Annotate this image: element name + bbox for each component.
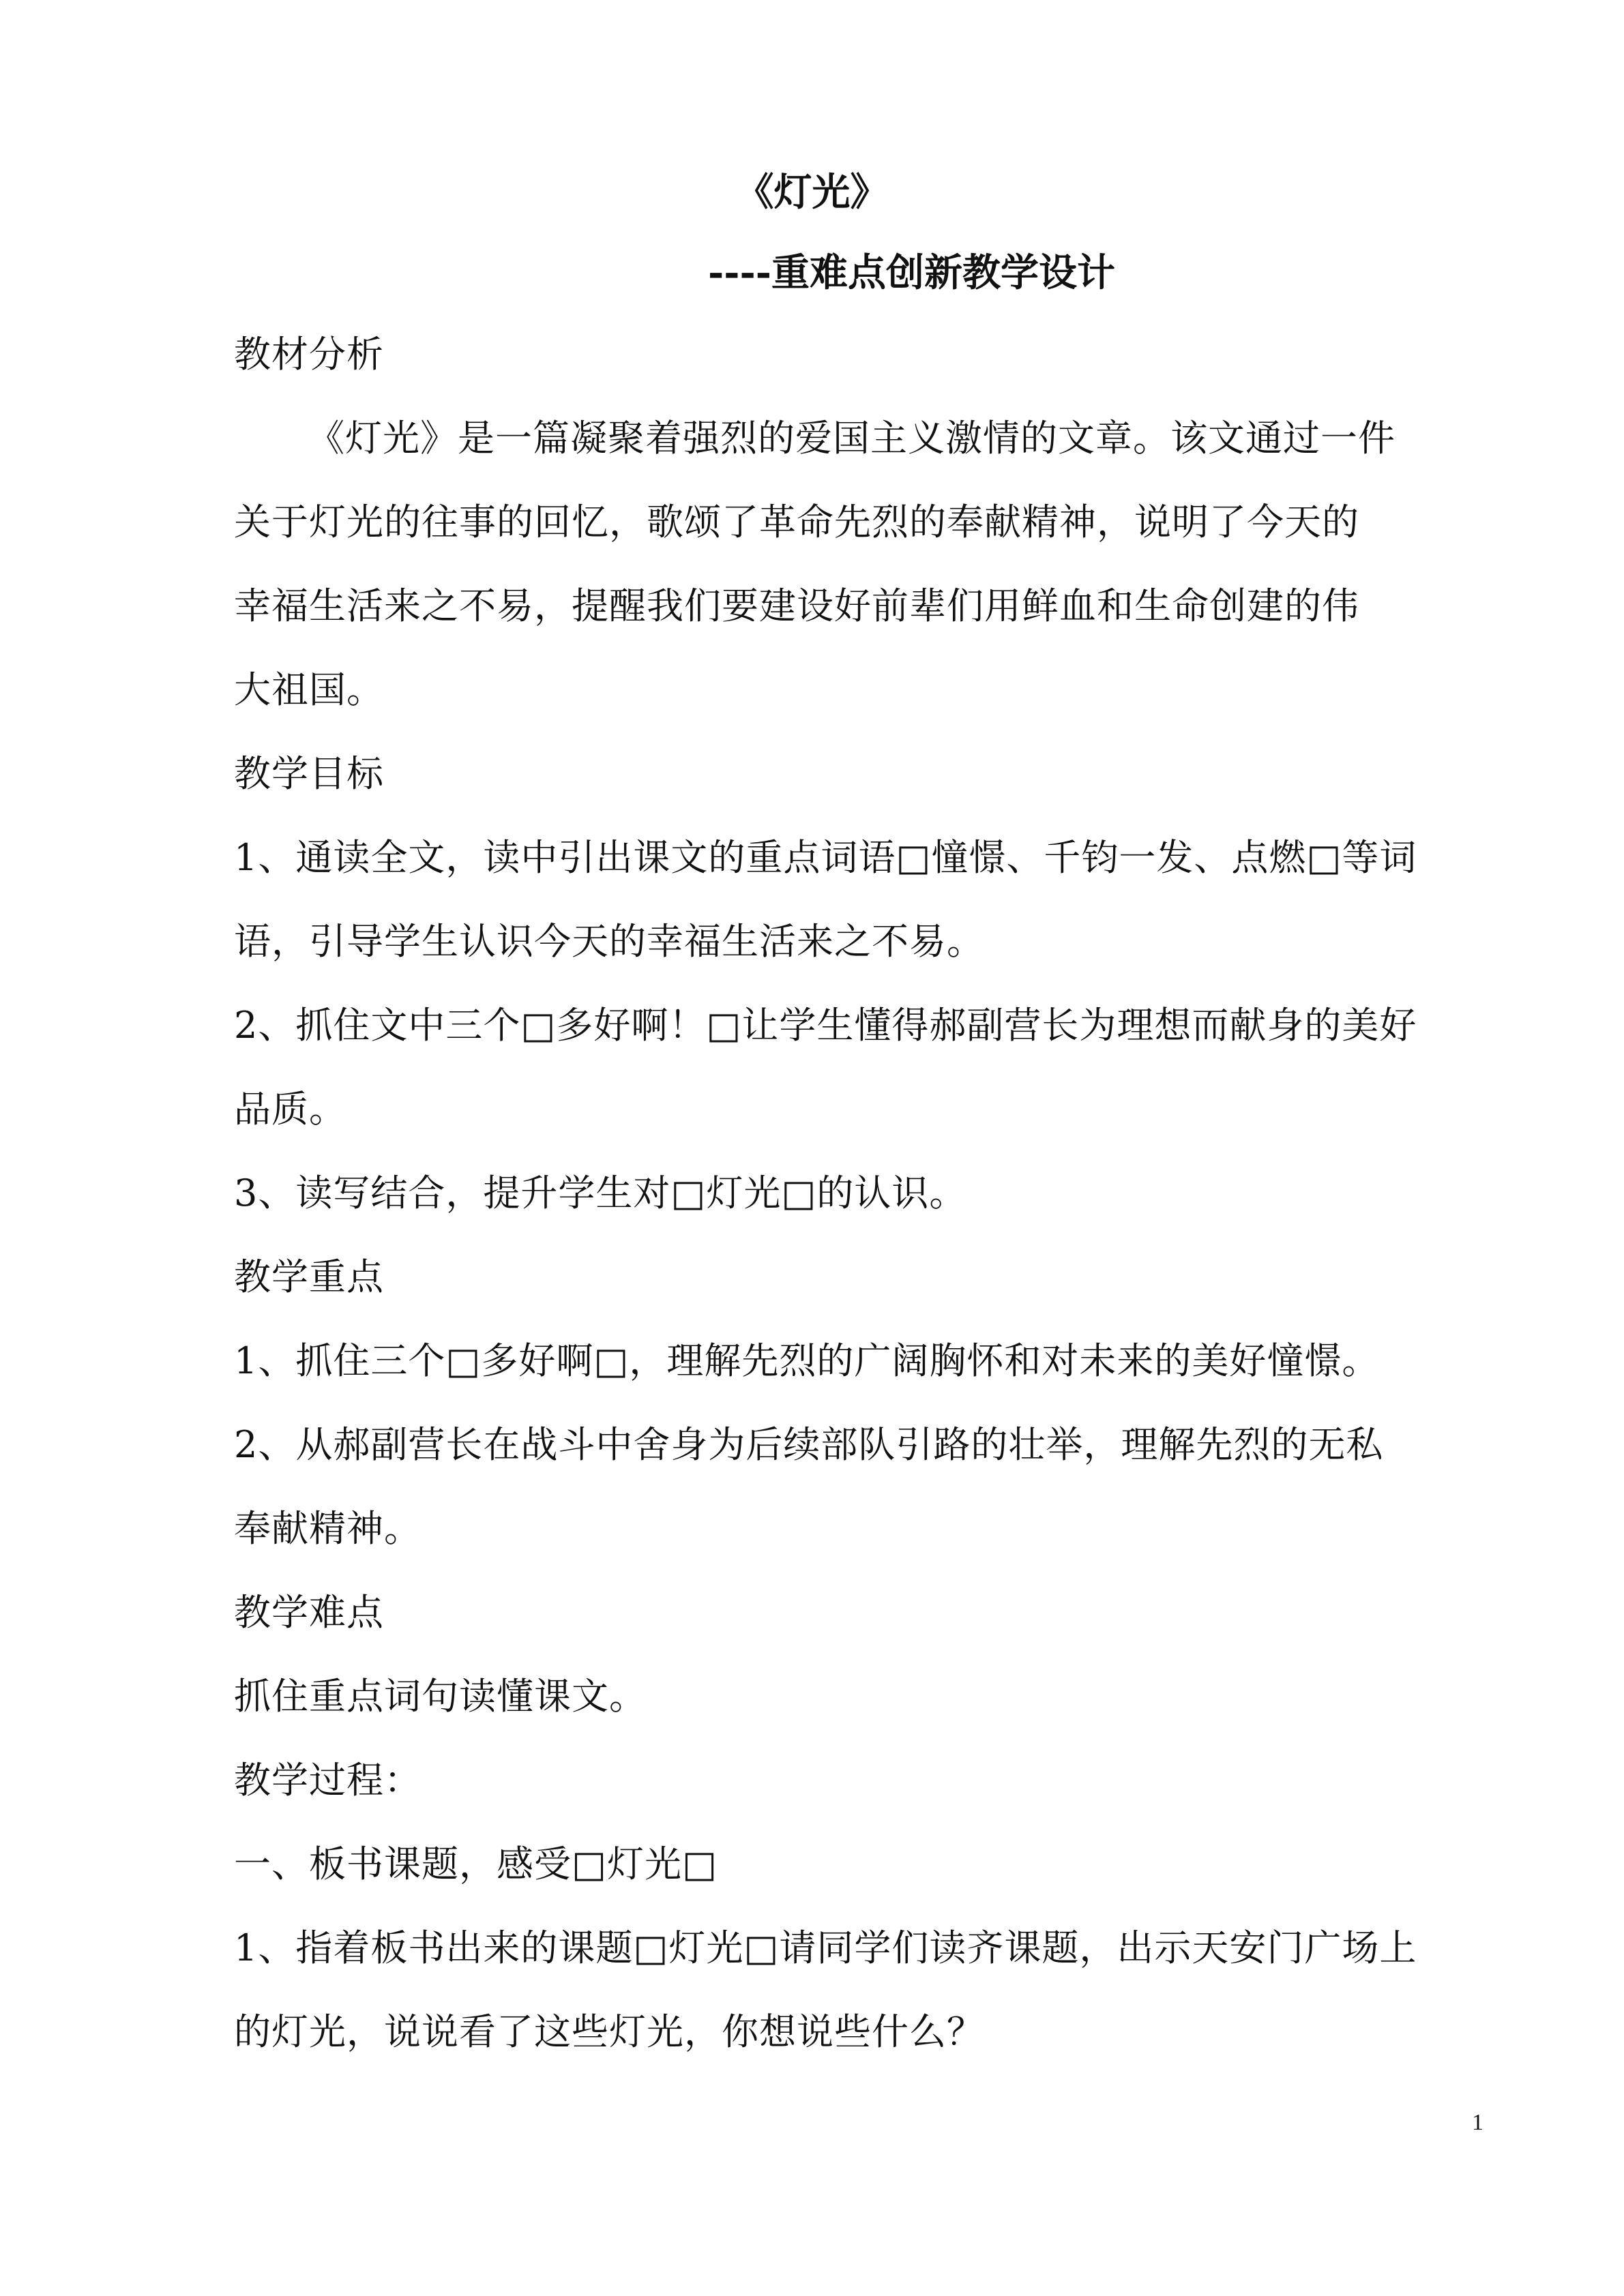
paragraph-line: 抓住重点词句读懂课文。 (234, 1675, 647, 1718)
document-title: 《灯光》 (735, 170, 889, 215)
paragraph-line: 《灯光》是一篇凝聚着强烈的爱国主义激情的文章。该文通过一件 (308, 417, 1396, 460)
paragraph-line: 大祖国。 (234, 668, 384, 711)
list-item-line: 1、指着板书出来的课题□灯光□请同学们读齐课题，出示天安门广场上 (234, 1926, 1417, 1969)
list-item-line: 1、通读全文，读中引出课文的重点词语□憧憬、千钧一发、点燃□等词 (234, 836, 1417, 879)
page-number: 1 (1472, 2110, 1483, 2135)
list-item-line: 2、抓住文中三个□多好啊！□让学生懂得郝副营长为理想而献身的美好 (234, 1004, 1417, 1047)
list-item-line: 的灯光，说说看了这些灯光，你想说些什么？ (234, 2010, 984, 2053)
paragraph-line: 幸福生活来之不易，提醒我们要建设好前辈们用鲜血和生命创建的伟 (234, 584, 1359, 627)
list-item-line: 语，引导学生认识今天的幸福生活来之不易。 (234, 920, 984, 963)
section-heading-teaching-goals: 教学目标 (234, 752, 384, 795)
section-heading-key-points: 教学重点 (234, 1255, 384, 1298)
list-item-line: 2、从郝副营长在战斗中舍身为后续部队引路的壮举，理解先烈的无私 (234, 1423, 1384, 1466)
subsection-heading: 一、板书课题，感受□灯光□ (234, 1843, 718, 1885)
list-item-line: 品质。 (234, 1088, 346, 1131)
list-item-line: 奉献精神。 (234, 1507, 422, 1550)
list-item-line: 1、抓住三个□多好啊□，理解先烈的广阔胸怀和对未来的美好憧憬。 (234, 1339, 1380, 1382)
paragraph-line: 关于灯光的往事的回忆，歌颂了革命先烈的奉献精神，说明了今天的 (234, 501, 1359, 543)
section-heading-material-analysis: 教材分析 (234, 333, 384, 376)
section-heading-teaching-process: 教学过程： (234, 1759, 422, 1802)
document-subtitle: ----重难点创新教学设计 (708, 250, 1115, 295)
section-heading-difficulties: 教学难点 (234, 1591, 384, 1634)
list-item-line: 3、读写结合，提升学生对□灯光□的认识。 (234, 1172, 967, 1214)
